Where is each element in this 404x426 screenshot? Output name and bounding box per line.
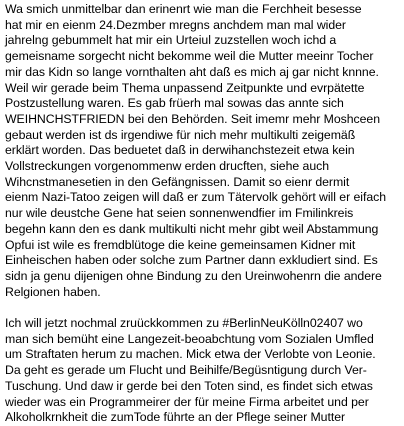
document-body	[5, 2, 401, 426]
text-line: WEIHNCHSTFRIEDN bei den Behörden. Seit imemr mehr Moshceen	[5, 111, 381, 126]
text-line: wieder was ein Programmeirer der für meine Firma arbeitet und per	[5, 394, 369, 409]
text-line: sidn ja genu dijenigen ohne Bindung zu den Ureinwohenrn die andere	[5, 268, 382, 283]
text-line: Ich will jetzt nochmal zruückkommen zu #BerlinNeuKölln02407 wo	[5, 316, 363, 331]
paragraph-2	[5, 316, 401, 426]
text-line: Alkoholkrnkheit die zumTode führte an der Pflege seiner Mutter	[5, 410, 346, 425]
text-line: gemeisname sorgecht nicht bekomme weil die Mutter meeinr Tocher	[5, 49, 374, 64]
text-line: Postzustellung waren. Es gab früerh mal sowas das annte sich	[5, 96, 344, 111]
text-line: Da geht es gerade um Flucht und Beihilfe/Begüsntigung durch Ver-	[5, 363, 367, 378]
text-line: Vollstreckungen vorgenommenw erden drucften, siehe auch	[5, 159, 329, 174]
text-line: Opfui ist wile es fremdblütoge die keine gemeinsamen Kidner mit	[5, 237, 356, 252]
text-line: eienm Nazi-Tatoo zeigen will daß er zum Tätervolk gehört will er eifach	[5, 190, 387, 205]
text-line: begehn kann den es dank multikulti nicht mehr gibt weil Abstammung	[5, 221, 379, 236]
text-line: Wihcnstmanesetien in den Gefängnissen. Damit so eienr dermit	[5, 174, 350, 189]
paragraph-1	[5, 2, 401, 300]
text-line: um Straftaten herum zu machen. Mick etwa der Verlobte von Leonie.	[5, 347, 376, 362]
text-line: jahrelng gebummelt hat mir ein Urteiul zuzstellen woch ichd a	[5, 33, 337, 48]
text-line: Relgionen haben.	[5, 284, 101, 299]
text-line: Weil wir gerade beim Thema unpassend Zeitpunkte und evrpätette	[5, 80, 365, 95]
text-line: nur wile deustche Gene hat seien sonnenwendfier im Fmilinkreis	[5, 206, 354, 221]
text-line: Wa smich unmittelbar dan erinenrt wie man die Ferchheit besesse	[5, 2, 362, 16]
text-line: gebaut werden ist ds irgendiwe für nich mehr multikulti zeigemäß	[5, 127, 356, 142]
text-line: hat mir en eienm 24.Dezmber mregns anchdem man mal wider	[5, 17, 346, 32]
text-line: man sich bemüht eine Langezeit-beoabchtung vom Sozialen Umfled	[5, 331, 374, 346]
paragraph-spacer	[5, 300, 401, 316]
text-line: mir das Kidn so lange vornthalten aht daß es mich aj gar nicht knnne.	[5, 64, 379, 79]
text-line: erklärt worden. Das beduetet daß in derwihanchstezeit etwa kein	[5, 143, 355, 158]
text-line: Tuschung. Und daw ir gerde bei den Toten sind, es findet sich etwas	[5, 378, 373, 393]
text-line: Einheischen haben oder solche zum Partner dann exkludiert sind. Es	[5, 253, 378, 268]
